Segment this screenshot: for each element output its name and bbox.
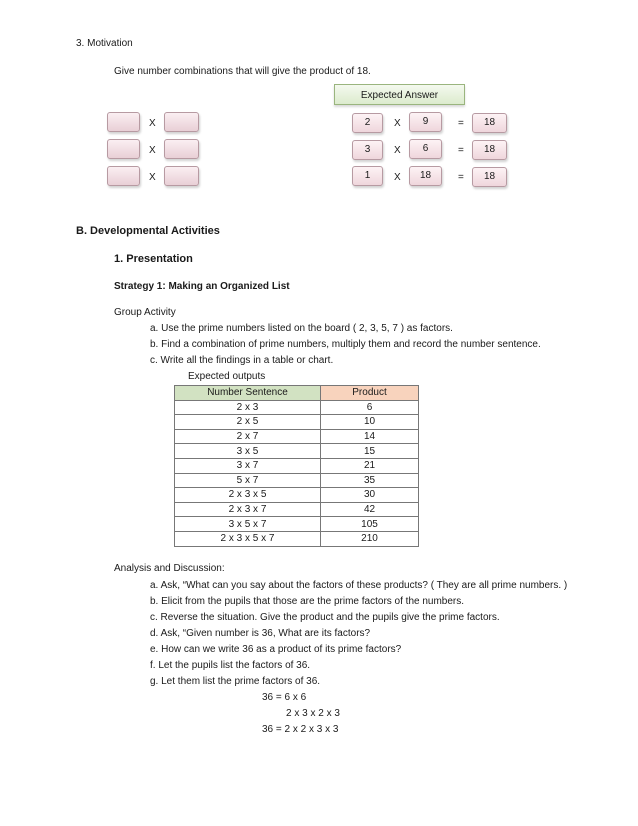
number-sentence-cell: 2 x 5 [175, 415, 321, 430]
analysis-heading: Analysis and Discussion: [114, 563, 225, 574]
column-header: Number Sentence [175, 386, 321, 401]
times-symbol: X [149, 118, 156, 129]
answer-product: 18 [472, 140, 507, 160]
times-symbol: X [394, 145, 401, 156]
answer-factor-a: 3 [352, 140, 383, 160]
number-sentence-cell: 3 x 7 [175, 458, 321, 473]
column-header: Product [321, 386, 419, 401]
number-sentence-cell: 3 x 5 [175, 444, 321, 459]
table-row [175, 429, 419, 444]
number-sentence-cell: 2 x 3 x 7 [175, 502, 321, 517]
answer-factor-b: 9 [409, 112, 442, 132]
activity-step: b. Find a combination of prime numbers, multiply them and record the number sentence. [150, 339, 541, 350]
analysis-item: g. Let them list the prime factors of 36. [150, 676, 321, 687]
table-row [175, 458, 419, 473]
product-cell: 42 [321, 502, 419, 517]
times-symbol: X [394, 172, 401, 183]
expected-answer-label: Expected Answer [334, 84, 465, 105]
table-header-row [175, 386, 419, 401]
times-symbol: X [394, 118, 401, 129]
activity-step: c. Write all the findings in a table or chart. [150, 355, 334, 366]
product-cell: 30 [321, 488, 419, 503]
equals-symbol: = [458, 172, 464, 183]
product-cell: 15 [321, 444, 419, 459]
analysis-item: b. Elicit from the pupils that those are the prime factors of the numbers. [150, 596, 465, 607]
number-sentence-cell: 2 x 3 x 5 x 7 [175, 531, 321, 546]
number-sentence-cell: 3 x 5 x 7 [175, 517, 321, 532]
product-cell: 6 [321, 400, 419, 415]
group-activity-label: Group Activity [114, 307, 176, 318]
equals-symbol: = [458, 145, 464, 156]
motivation-heading: 3. Motivation [76, 38, 133, 49]
product-cell: 14 [321, 429, 419, 444]
blank-factor-box[interactable] [164, 166, 199, 186]
analysis-item: f. Let the pupils list the factors of 36. [150, 660, 311, 671]
table-row [175, 400, 419, 415]
analysis-item: c. Reverse the situation. Give the product and the pupils give the prime factors. [150, 612, 500, 623]
blank-factor-box[interactable] [107, 139, 140, 159]
section-b-heading: B. Developmental Activities [76, 225, 220, 237]
product-cell: 10 [321, 415, 419, 430]
motivation-instruction: Give number combinations that will give the product of 18. [114, 66, 371, 77]
expected-outputs-table [174, 385, 419, 547]
equals-symbol: = [458, 118, 464, 129]
blank-factor-box[interactable] [107, 112, 140, 132]
answer-product: 18 [472, 167, 507, 187]
analysis-item: d. Ask, “Given number is 36, What are its factors? [150, 628, 371, 639]
blank-factor-box[interactable] [164, 112, 199, 132]
product-cell: 210 [321, 531, 419, 546]
answer-factor-a: 1 [352, 166, 383, 186]
answer-product: 18 [472, 113, 507, 133]
table-row [175, 473, 419, 488]
table-row [175, 488, 419, 503]
blank-factor-box[interactable] [164, 139, 199, 159]
number-sentence-cell: 5 x 7 [175, 473, 321, 488]
times-symbol: X [149, 145, 156, 156]
strategy-heading: Strategy 1: Making an Organized List [114, 281, 290, 292]
answer-factor-b: 6 [409, 139, 442, 159]
product-cell: 21 [321, 458, 419, 473]
answer-factor-b: 18 [409, 166, 442, 186]
number-sentence-cell: 2 x 3 [175, 400, 321, 415]
number-sentence-cell: 2 x 7 [175, 429, 321, 444]
times-symbol: X [149, 172, 156, 183]
factor-line: 36 = 6 x 6 [262, 692, 307, 703]
table-row [175, 502, 419, 517]
expected-outputs-label: Expected outputs [188, 371, 266, 382]
table-row [175, 415, 419, 430]
analysis-item: a. Ask, “What can you say about the factors of these products? ( They are all prime numbers. ) [150, 580, 568, 591]
activity-step: a. Use the prime numbers listed on the board ( 2, 3, 5, 7 ) as factors. [150, 323, 453, 334]
product-cell: 35 [321, 473, 419, 488]
table-row [175, 517, 419, 532]
factor-line: 2 x 3 x 2 x 3 [286, 708, 340, 719]
factor-line: 36 = 2 x 2 x 3 x 3 [262, 724, 339, 735]
answer-factor-a: 2 [352, 113, 383, 133]
table-row [175, 531, 419, 546]
presentation-heading: 1. Presentation [114, 253, 193, 265]
number-sentence-cell: 2 x 3 x 5 [175, 488, 321, 503]
blank-factor-box[interactable] [107, 166, 140, 186]
product-cell: 105 [321, 517, 419, 532]
analysis-item: e. How can we write 36 as a product of its prime factors? [150, 644, 402, 655]
table-row [175, 444, 419, 459]
